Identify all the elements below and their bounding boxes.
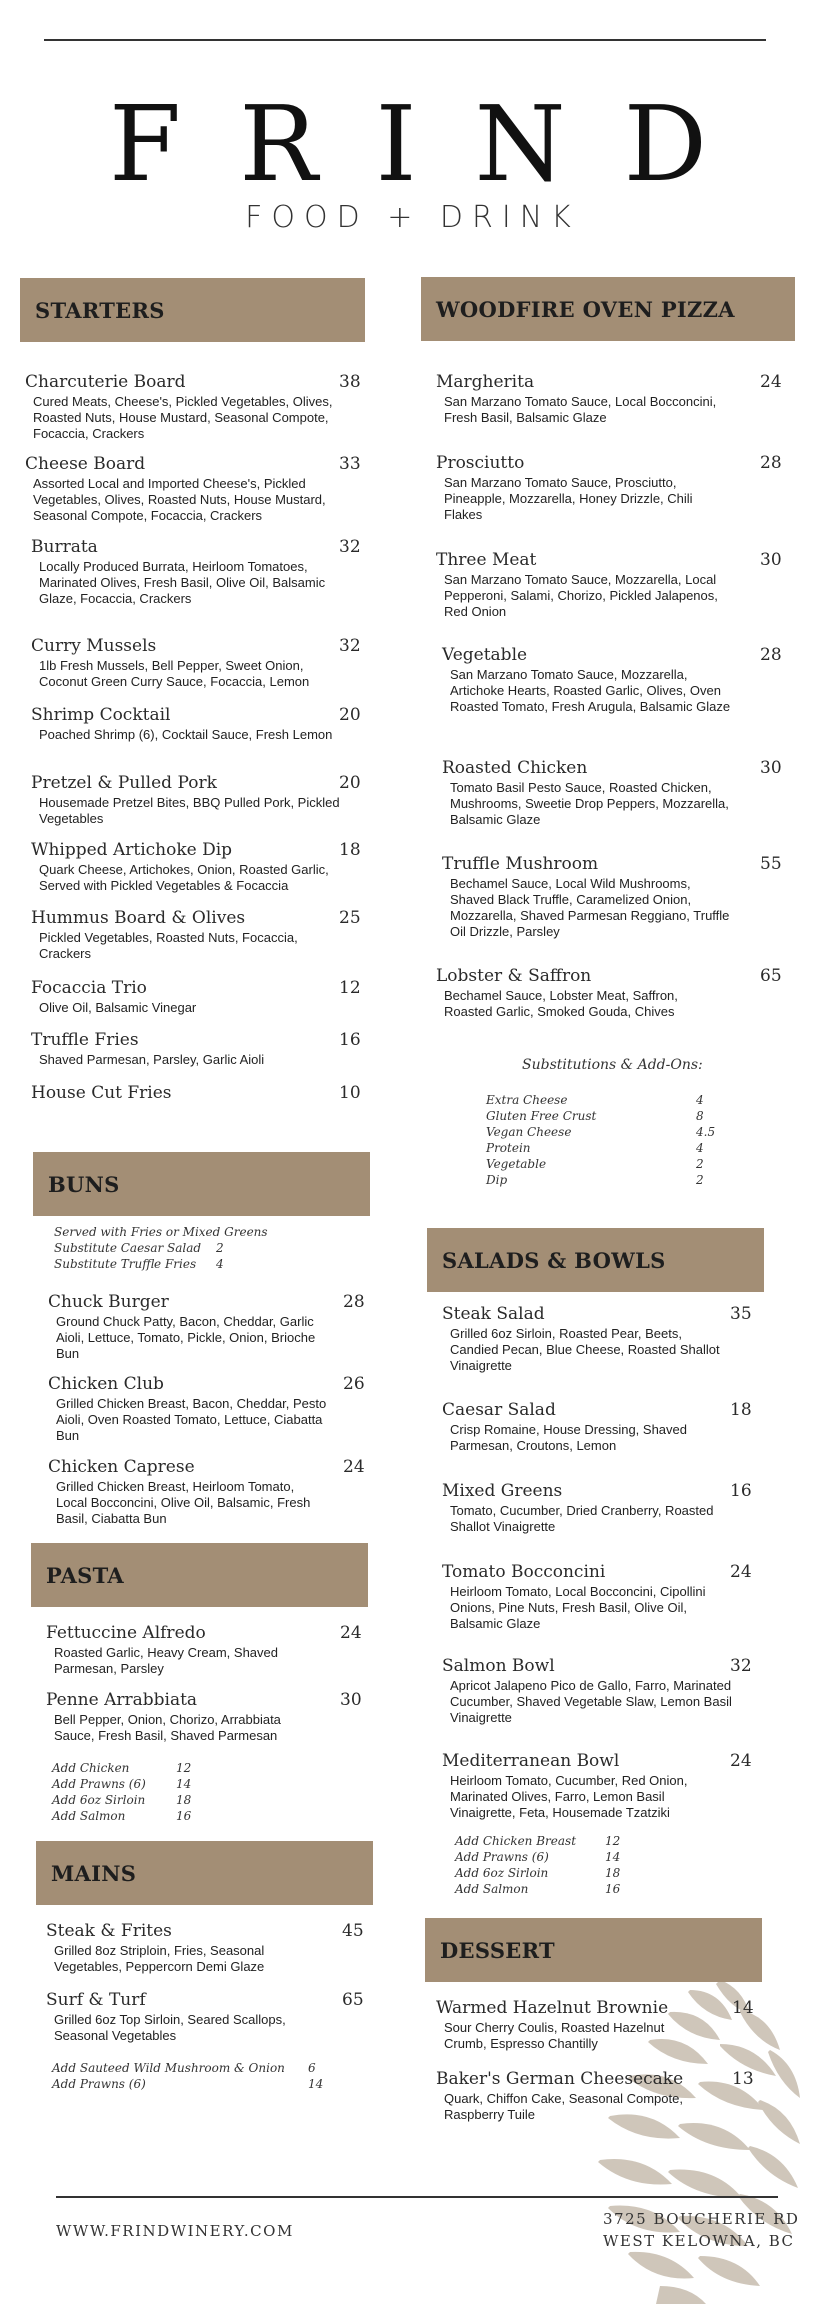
menu-item [436,372,790,426]
section-salads-title: SALADS & BOWLS [427,1228,764,1292]
menu-item [48,1457,373,1527]
menu-item [442,854,790,940]
menu-item-price: 26 [343,1374,365,1394]
menu-item-name: Cheese Board [25,454,146,474]
menu-item-description: Grilled 6oz Top Sirloin, Seared Scallops, Seasonal Vegetables [54,2012,286,2043]
menu-item-description: Bechamel Sauce, Lobster Meat, Saffron, Roasted Garlic, Smoked Gouda, Chives [444,988,678,1019]
addon-label: Extra Cheese [486,1093,568,1107]
menu-item [436,1998,762,2052]
addon-row [486,1172,704,1188]
menu-item [436,2069,762,2123]
menu-item-price: 65 [342,1990,364,2010]
addon-row [52,1776,192,1792]
menu-item [46,1921,372,1975]
pasta-addons-list [52,1760,192,1824]
menu-item-description: Grilled 6oz Sirloin, Roasted Pear, Beets, Candied Pecan, Blue Cheese, Roasted Shallot Vinaigrette [450,1326,720,1373]
menu-item-name: Warmed Hazelnut Brownie [436,1998,669,2018]
menu-item-price: 28 [760,645,782,665]
menu-item-price: 24 [343,1457,365,1477]
menu-item-price: 55 [760,854,782,874]
addon-row [54,1240,268,1256]
menu-item-description: Apricot Jalapeno Pico de Gallo, Farro, Marinated Cucumber, Shaved Vegetable Slaw, Lemon Basil Vinaigrette [450,1678,732,1725]
pizza-substitutions-title: Substitutions & Add-Ons: [522,1057,703,1073]
menu-item-price: 65 [760,966,782,986]
menu-item-price: 24 [340,1623,362,1643]
menu-item-description: Grilled Chicken Breast, Heirloom Tomato, Local Bocconcini, Olive Oil, Balsamic, Fresh Basil, Ciabatta Bun [56,1479,311,1526]
addon-row [455,1849,621,1865]
menu-item-description: Bechamel Sauce, Local Wild Mushrooms, Shaved Black Truffle, Caramelized Onion, Mozzarella, Shaved Parmesan Reggiano, Truffle Oil Drizzle, Parsley [450,876,730,939]
menu-item [48,1292,373,1362]
brand-logo: FRIND [109,83,765,205]
addon-price: 12 [605,1834,621,1848]
menu-item-price: 20 [339,773,361,793]
menu-item [46,1690,370,1744]
menu-item-name: Chuck Burger [48,1292,169,1312]
buns-notes-list [54,1224,268,1272]
menu-item-price: 20 [339,705,361,725]
menu-item-price: 24 [730,1751,752,1771]
addon-price: 12 [176,1761,192,1775]
menu-item-name: Steak & Frites [46,1921,172,1941]
footer-rule [56,2196,778,2198]
menu-item-name: Tomato Bocconcini [442,1562,606,1582]
menu-item [25,454,369,524]
menu-item-description: Heirloom Tomato, Local Bocconcini, Cipollini Onions, Pine Nuts, Fresh Basil, Olive Oil, Balsamic Glaze [450,1584,706,1631]
menu-item [31,773,369,827]
addon-row [486,1124,716,1140]
menu-item-name: Whipped Artichoke Dip [31,840,233,860]
menu-item [31,1083,369,1103]
addon-label: Add Salmon [455,1882,529,1896]
menu-item-price: 30 [760,550,782,570]
addon-price: 18 [605,1866,621,1880]
pizza-addons-list [486,1092,716,1188]
addon-price: 4 [696,1093,704,1107]
menu-item-price: 30 [760,758,782,778]
menu-item-name: Shrimp Cocktail [31,705,171,725]
menu-item-description: Tomato, Cucumber, Dried Cranberry, Roasted Shallot Vinaigrette [450,1503,714,1534]
menu-item-description: Locally Produced Burrata, Heirloom Tomatoes, Marinated Olives, Fresh Basil, Olive Oil, Balsamic Glaze, Focaccia, Crackers [39,559,326,606]
menu-item [442,1562,760,1632]
menu-item-description: Bell Pepper, Onion, Chorizo, Arrabbiata Sauce, Fresh Basil, Shaved Parmesan [54,1712,281,1743]
header-rule [44,39,766,41]
menu-item-name: Mediterranean Bowl [442,1751,620,1771]
addon-label: Gluten Free Crust [486,1109,597,1123]
menu-item-price: 32 [339,537,361,557]
addon-price: 16 [176,1809,192,1823]
addon-label: Served with Fries or Mixed Greens [54,1225,268,1239]
addon-row [52,1792,192,1808]
addon-row [52,1760,192,1776]
menu-item-name: Baker's German Cheesecake [436,2069,684,2089]
addon-label: Add Salmon [52,1809,126,1823]
menu-item-description: Housemade Pretzel Bites, BBQ Pulled Pork, Pickled Vegetables [39,795,340,826]
menu-item-description: San Marzano Tomato Sauce, Prosciutto, Pineapple, Mozzarella, Honey Drizzle, Chili Flakes [444,475,693,522]
addon-label: Add Chicken Breast [455,1834,577,1848]
menu-item-description: Ground Chuck Patty, Bacon, Cheddar, Garlic Aioli, Lettuce, Tomato, Pickle, Onion, Brioche Bun [56,1314,316,1361]
addon-price: 4 [696,1141,704,1155]
menu-item-name: Truffle Fries [31,1030,139,1050]
addon-label: Add Prawns (6) [455,1850,549,1864]
menu-item-description: Heirloom Tomato, Cucumber, Red Onion, Marinated Olives, Farro, Lemon Basil Vinaigrette, Feta, Housemade Tzatziki [450,1773,688,1820]
addon-label: Substitute Truffle Fries [54,1257,197,1271]
menu-item [436,966,790,1020]
addon-label: Vegetable [486,1157,547,1171]
addon-label: Add Prawns (6) [52,1777,146,1791]
menu-item-price: 28 [760,453,782,473]
menu-item-name: Chicken Caprese [48,1457,195,1477]
menu-item-name: Focaccia Trio [31,978,147,998]
menu-item [31,978,369,1016]
menu-item-name: Penne Arrabbiata [46,1690,198,1710]
menu-item [442,1656,760,1726]
menu-item-name: Steak Salad [442,1304,545,1324]
menu-item [31,705,369,743]
menu-item-description: San Marzano Tomato Sauce, Mozzarella, Artichoke Hearts, Roasted Garlic, Olives, Oven Roasted Tomato, Fresh Arugula, Balsamic Glaze [450,667,731,714]
menu-item-name: Hummus Board & Olives [31,908,246,928]
menu-item [46,1623,370,1677]
menu-item-description: Crisp Romaine, House Dressing, Shaved Parmesan, Croutons, Lemon [450,1422,687,1453]
addon-price: 14 [176,1777,192,1791]
addon-row [486,1140,704,1156]
addon-label: Protein [486,1141,531,1155]
menu-item [436,453,790,523]
menu-item-description: Grilled Chicken Breast, Bacon, Cheddar, Pesto Aioli, Oven Roasted Tomato, Lettuce, Ciabatta Bun [56,1396,327,1443]
menu-item-price: 24 [730,1562,752,1582]
salads-addons-list [455,1833,621,1897]
menu-item [25,372,369,442]
menu-item-description: Poached Shrimp (6), Cocktail Sauce, Fresh Lemon [39,727,333,742]
addon-row [54,1256,268,1272]
menu-item-description: Shaved Parmesan, Parsley, Garlic Aioli [39,1052,265,1067]
addon-price: 4.5 [696,1125,716,1139]
menu-item-price: 32 [339,636,361,656]
menu-item-price: 25 [339,908,361,928]
section-dessert-title: DESSERT [425,1918,762,1982]
menu-item-price: 24 [760,372,782,392]
menu-item-description: Assorted Local and Imported Cheese's, Pickled Vegetables, Olives, Roasted Nuts, House Mustard, Seasonal Compote, Focaccia, Crackers [33,476,326,523]
menu-item [31,840,369,894]
addon-price: 8 [696,1109,704,1123]
menu-item [48,1374,373,1444]
menu-item-description: San Marzano Tomato Sauce, Mozzarella, Local Pepperoni, Salami, Chorizo, Pickled Jalapenos, Red Onion [444,572,718,619]
menu-item [436,550,790,620]
addon-label: Dip [486,1173,508,1187]
menu-item-name: Vegetable [442,645,528,665]
footer-address-line2: WEST KELOWNA, BC [603,2232,795,2250]
menu-item-price: 28 [343,1292,365,1312]
addon-label: Add Chicken [52,1761,130,1775]
menu-item-price: 16 [339,1030,361,1050]
addon-row [54,1224,268,1240]
addon-price: 14 [605,1850,621,1864]
menu-item-name: Pretzel & Pulled Pork [31,773,217,793]
menu-item-name: Surf & Turf [46,1990,146,2010]
addon-row [52,2076,324,2092]
addon-label: Substitute Caesar Salad [54,1241,202,1255]
addon-row [52,1808,192,1824]
menu-item-name: Chicken Club [48,1374,164,1394]
menu-item-name: Margherita [436,372,535,392]
addon-row [455,1833,621,1849]
menu-item [442,1481,760,1535]
menu-item-price: 18 [730,1400,752,1420]
menu-item-name: Roasted Chicken [442,758,588,778]
addon-price: 4 [216,1257,224,1271]
menu-item-price: 16 [730,1481,752,1501]
menu-item-price: 14 [732,1998,754,2018]
addon-label: Add 6oz Sirloin [455,1866,549,1880]
menu-item-price: 38 [339,372,361,392]
menu-item-price: 45 [342,1921,364,1941]
menu-item-name: Prosciutto [436,453,525,473]
addon-price: 16 [605,1882,621,1896]
addon-price: 2 [696,1173,704,1187]
menu-item-description: Tomato Basil Pesto Sauce, Roasted Chicken, Mushrooms, Sweetie Drop Peppers, Mozzarella, Balsamic Glaze [450,780,729,827]
menu-item-name: House Cut Fries [31,1083,172,1103]
menu-item-name: Fettuccine Alfredo [46,1623,206,1643]
menu-item [442,1304,760,1374]
menu-item [31,908,369,962]
footer-website[interactable]: WWW.FRINDWINERY.COM [56,2222,294,2240]
mains-addons-list [52,2060,324,2092]
menu-item-name: Truffle Mushroom [442,854,599,874]
menu-item-name: Salmon Bowl [442,1656,555,1676]
addon-row [455,1865,621,1881]
menu-item [46,1990,372,2044]
section-starters-title: STARTERS [20,278,365,342]
menu-item-name: Caesar Salad [442,1400,556,1420]
menu-item-price: 30 [340,1690,362,1710]
addon-label: Add 6oz Sirloin [52,1793,146,1807]
menu-item [31,636,369,690]
section-pizza-title: WOODFIRE OVEN PIZZA [421,277,795,341]
addon-label: Add Sauteed Wild Mushroom & Onion [52,2061,285,2075]
menu-item-description: Grilled 8oz Striploin, Fries, Seasonal Vegetables, Peppercorn Demi Glaze [54,1943,265,1974]
menu-item-name: Lobster & Saffron [436,966,592,986]
menu-item-price: 32 [730,1656,752,1676]
menu-item [442,645,790,715]
menu-item-description: Quark Cheese, Artichokes, Onion, Roasted Garlic, Served with Pickled Vegetables & Focaccia [39,862,329,893]
menu-item-price: 33 [339,454,361,474]
addon-label: Add Prawns (6) [52,2077,146,2091]
menu-item-price: 35 [730,1304,752,1324]
addon-price: 18 [176,1793,192,1807]
menu-item-price: 13 [732,2069,754,2089]
menu-item-description: 1lb Fresh Mussels, Bell Pepper, Sweet Onion, Coconut Green Curry Sauce, Focaccia, Lemon [39,658,310,689]
menu-item [442,758,790,828]
menu-item-name: Burrata [31,537,98,557]
menu-item-description: Sour Cherry Coulis, Roasted Hazelnut Crumb, Espresso Chantilly [444,2020,665,2051]
menu-item [442,1400,760,1454]
menu-item-description: San Marzano Tomato Sauce, Local Bocconcini, Fresh Basil, Balsamic Glaze [444,394,717,425]
menu-item-description: Olive Oil, Balsamic Vinegar [39,1000,197,1015]
section-buns-title: BUNS [33,1152,370,1216]
brand-tagline: FOOD + DRINK [245,200,580,235]
menu-item-name: Curry Mussels [31,636,157,656]
addon-price: 6 [308,2061,316,2075]
menu-item [31,537,369,607]
section-mains-title: MAINS [36,1841,373,1905]
addon-row [455,1881,621,1897]
menu-item-description: Pickled Vegetables, Roasted Nuts, Focaccia, Crackers [39,930,298,961]
menu-item-price: 18 [339,840,361,860]
menu-item [31,1030,369,1068]
addon-row [52,2060,316,2076]
menu-item-price: 10 [339,1083,361,1103]
addon-row [486,1092,704,1108]
addon-row [486,1156,704,1172]
menu-item [442,1751,760,1821]
addon-label: Vegan Cheese [486,1125,572,1139]
menu-item-description: Roasted Garlic, Heavy Cream, Shaved Parmesan, Parsley [54,1645,278,1676]
addon-price: 2 [216,1241,224,1255]
footer-address-line1: 3725 BOUCHERIE RD [603,2210,800,2228]
menu-item-description: Quark, Chiffon Cake, Seasonal Compote, Raspberry Tuile [444,2091,683,2122]
addon-price: 2 [696,1157,704,1171]
menu-item-description: Cured Meats, Cheese's, Pickled Vegetables, Olives, Roasted Nuts, House Mustard, Seasonal Compote, Focaccia, Crackers [33,394,333,441]
addon-row [486,1108,704,1124]
addon-price: 14 [308,2077,324,2091]
menu-item-name: Charcuterie Board [25,372,186,392]
menu-item-price: 12 [339,978,361,998]
section-pasta-title: PASTA [31,1543,368,1607]
menu-item-name: Mixed Greens [442,1481,563,1501]
menu-item-name: Three Meat [436,550,537,570]
